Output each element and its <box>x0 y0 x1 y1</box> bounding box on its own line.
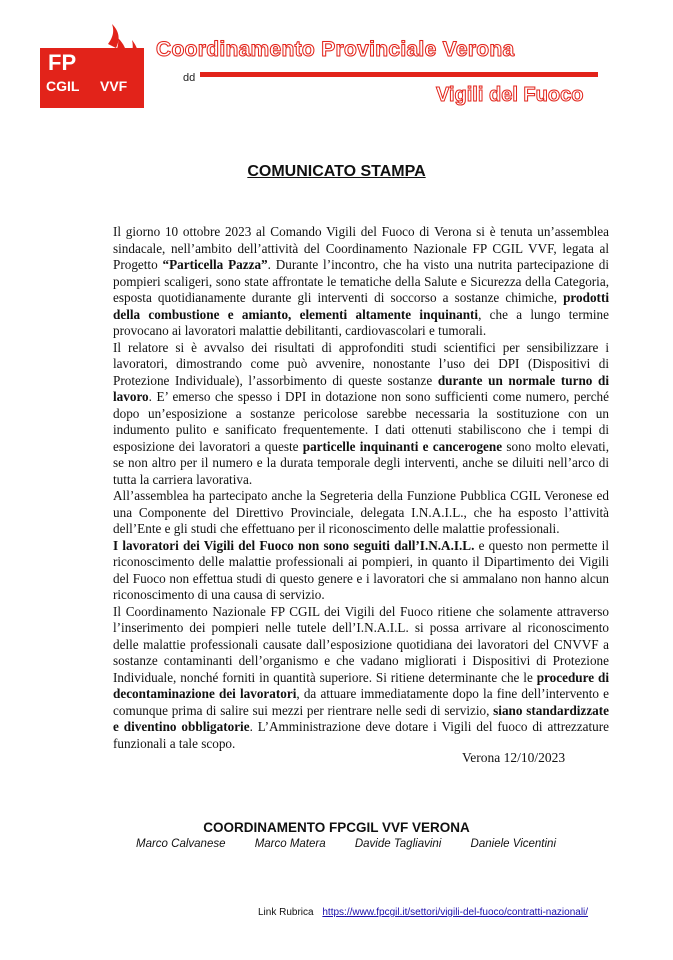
logo-cgil-text: CGIL <box>46 78 80 94</box>
paragraph-1: Il giorno 10 ottobre 2023 al Comando Vigili del Fuoco di Verona si è tenuta un’assemblea sindacale, nell’ambito dell’attività del Coordinamento Nazionale FP CGIL VVF, legata al Progetto “Particella Pazza”. Durante l’incontro, che ha visto una nutrita partecipazione di pompieri scaligeri, sono state affrontate le tematiche della Salute e Sicurezza della Categoria, esposta quotidianamente durante gli interventi di soccorso a sostanze chimiche, prodotti della combustione e amianto, elementi altamente inquinanti, che a lungo termine provocano ai lavoratori malattie debilitanti, cardiovascolari e tumorali. <box>113 224 609 338</box>
signatory-name: Marco Matera <box>254 838 326 850</box>
paragraph-5: Il Coordinamento Nazionale FP CGIL dei Vigili del Fuoco ritiene che solamente attraverso l’inserimento dei pompieri nelle tutele dell’I.N.A.I.L. si possa arrivare al riconoscimento delle malattie professionali causate dall’esposizione quotidiana dei lavoratori del CNVVF a sostanze contaminanti dell’organismo e che vadano migliorati i Dispositivi di Protezione Individuale, nonché forniti in quantità superiore. Si ritiene determinante che le procedure di decontaminazione dei lavoratori, da attuare immediatamente dopo la fine dell’intervento e comunque prima di salire sui mezzi per rientrare nelle sedi di servizio, siano standardizzate e diventino obbligatorie. L’Amministrazione deve dotare i Vigili del fuoco di attrezzature funzionali a tale scopo. <box>113 603 610 751</box>
paragraph-2: Il relatore si è avvalso dei risultati di approfonditi studi scientifici per sensibilizzare i lavoratori, dimostrando come può avvenire, nonostante l’uso dei DPI (Dispositivi di Protezione Individuale), l’assorbimento di queste sostanze durante un normale turno di lavoro. E’ emerso che spesso i DPI in dotazione non sono sufficienti come numero, perché dopo un’esposizione a sostanze pericolose sarebbe necessaria la sostituzione con un indumento pulito e sanificato frequentemente. I dati ottenuti stabiliscono che i tempi di esposizione dei lavoratori a queste particelle inquinanti e cancerogene sono molto elevati, se non altro per il numero e la durata temporale degli interventi, anche se diluiti nell’arco di tutta la carriera lavorativa. <box>113 339 609 487</box>
document-heading: COMUNICATO STAMPA <box>247 163 426 180</box>
footer-link-row <box>258 907 588 918</box>
paragraph-3: All’assemblea ha partecipato anche la Segreteria della Funzione Pubblica CGIL Veronese ed una Componente del Direttivo Provinciale, delegata I.N.A.I.L., che ha esposto l’attività dell’Ente e gli studi che effettuano per il riconoscimento delle malattie professionali. <box>113 488 609 536</box>
logo-fp-text: FP <box>48 50 77 75</box>
logo-vvf-text: VVF <box>100 78 128 94</box>
fp-cgil-vvf-logo <box>40 24 146 102</box>
header-red-rule <box>200 72 598 77</box>
rubrica-link[interactable]: https://www.fpcgil.it/settori/vigili-del-fuoco/contratti-nazionali/ <box>322 907 589 918</box>
signatories <box>136 838 582 850</box>
press-release-body <box>113 224 609 752</box>
footer-label: Link Rubrica <box>258 907 314 918</box>
coordinamento-title: Coordinamento Provinciale Verona <box>156 38 515 61</box>
signature-title: COORDINAMENTO FPCGIL VVF VERONA <box>203 820 470 835</box>
paragraph-4: I lavoratori dei Vigili del Fuoco non sono seguiti dall’I.N.A.I.L. e questo non permette il riconoscimento delle malattie professionali ai pompieri, in quanto il Dipartimento dei Vigili del Fuoco non effettua studi di questo genere e i lavoratori che si ammalano non hanno alcun riconoscimento di una causa di servizio. <box>113 537 609 602</box>
document-date: Verona 12/10/2023 <box>462 750 566 765</box>
signatory-name: Marco Calvanese <box>136 838 226 850</box>
vigili-del-fuoco-subtitle: Vigili del Fuoco <box>436 84 584 106</box>
signatory-name: Daniele Vicentini <box>470 838 556 850</box>
signatory-name: Davide Tagliavini <box>354 838 442 850</box>
header-dd-text: dd <box>183 72 196 84</box>
